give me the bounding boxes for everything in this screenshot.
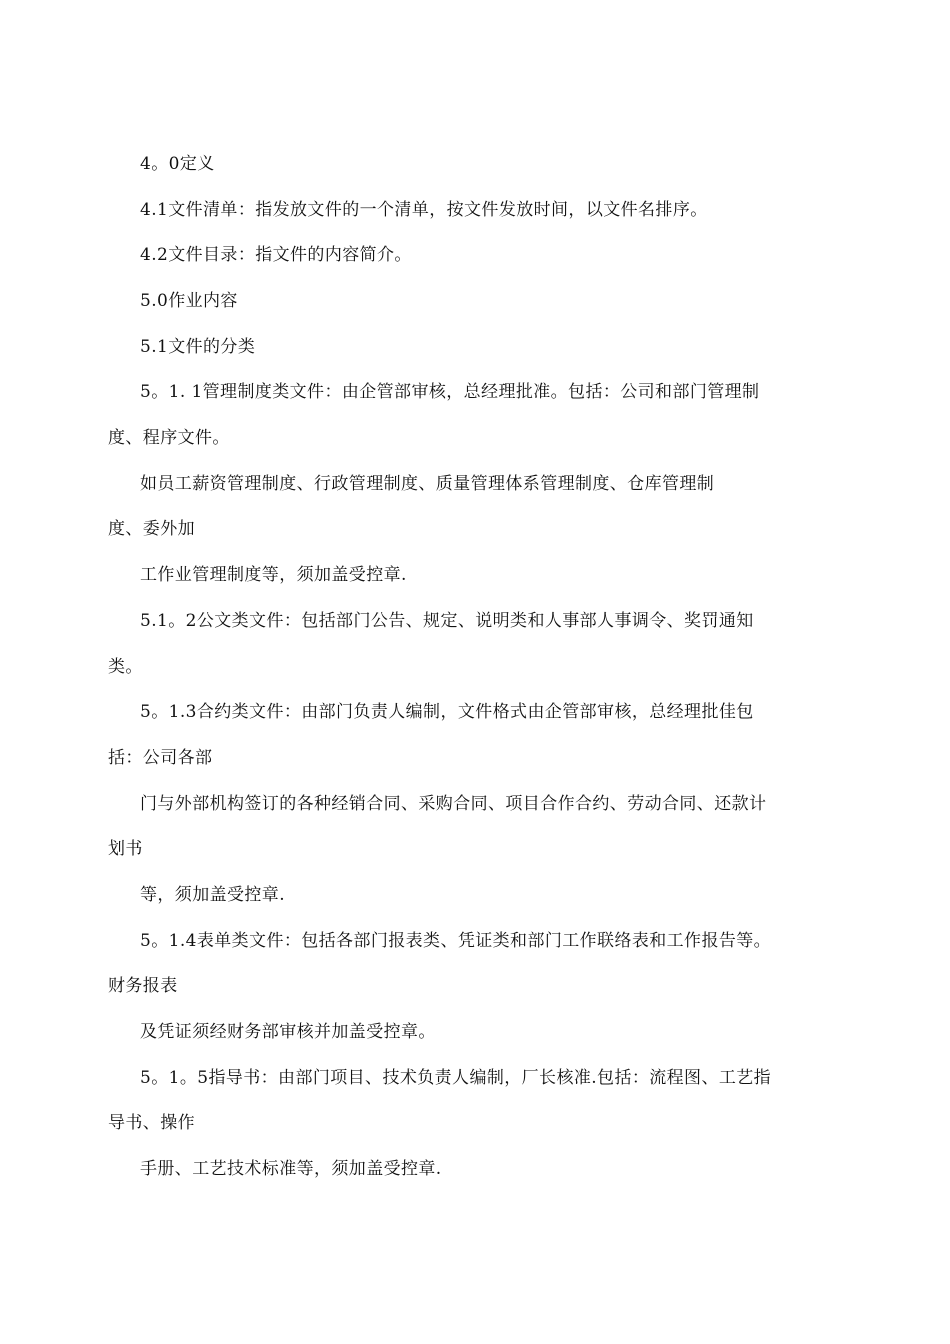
- paragraph-5-1-5-line-1: 5。1。5指导书：由部门项目、技术负责人编制，厂长核准.包括：流程图、工艺指: [140, 1068, 772, 1088]
- paragraph-5-1-3-line-3: 门与外部机构签订的各种经销合同、采购合同、项目合作合约、劳动合同、还款计: [140, 794, 767, 814]
- paragraph-examples-line-1: 如员工薪资管理制度、行政管理制度、质量管理体系管理制度、仓库管理制: [140, 474, 715, 494]
- section-heading-5-1: 5.1文件的分类: [140, 337, 256, 357]
- paragraph-5-1-3-line-4: 划书: [108, 839, 143, 859]
- paragraph-4-2: 4.2文件目录：指文件的内容简介。: [140, 245, 412, 265]
- paragraph-5-1-4-line-1: 5。1.4表单类文件：包括各部门报表类、凭证类和部门工作联络表和工作报告等。: [140, 931, 772, 951]
- paragraph-4-1: 4.1文件清单：指发放文件的一个清单，按文件发放时间，以文件名排序。: [140, 200, 708, 220]
- paragraph-5-1-4-line-3: 及凭证须经财务部审核并加盖受控章。: [140, 1022, 436, 1042]
- paragraph-5-1-2-line-1: 5.1。2公文类文件：包括部门公告、规定、说明类和人事部人事调令、奖罚通知: [140, 611, 754, 631]
- paragraph-5-1-1-line-1: 5。1. 1管理制度类文件：由企管部审核，总经理批准。包括：公司和部门管理制: [140, 382, 760, 402]
- paragraph-5-1-3-line-1: 5。1.3合约类文件：由部门负责人编制，文件格式由企管部审核，总经理批佳包: [140, 702, 754, 722]
- paragraph-5-1-3-line-2: 括：公司各部: [108, 748, 213, 768]
- section-heading-4-0: 4。0定义: [140, 154, 215, 174]
- paragraph-5-1-5-line-2: 导书、操作: [108, 1113, 195, 1133]
- section-heading-5-0: 5.0作业内容: [140, 291, 238, 311]
- paragraph-5-1-2-line-2: 类。: [108, 657, 143, 677]
- paragraph-5-1-5-line-3: 手册、工艺技术标准等，须加盖受控章.: [140, 1159, 442, 1179]
- paragraph-5-1-4-line-2: 财务报表: [108, 976, 178, 996]
- paragraph-examples-line-2: 度、委外加: [108, 519, 195, 539]
- paragraph-5-1-3-line-5: 等，须加盖受控章.: [140, 885, 286, 905]
- paragraph-examples-line-3: 工作业管理制度等，须加盖受控章.: [140, 565, 407, 585]
- paragraph-5-1-1-line-2: 度、程序文件。: [108, 428, 230, 448]
